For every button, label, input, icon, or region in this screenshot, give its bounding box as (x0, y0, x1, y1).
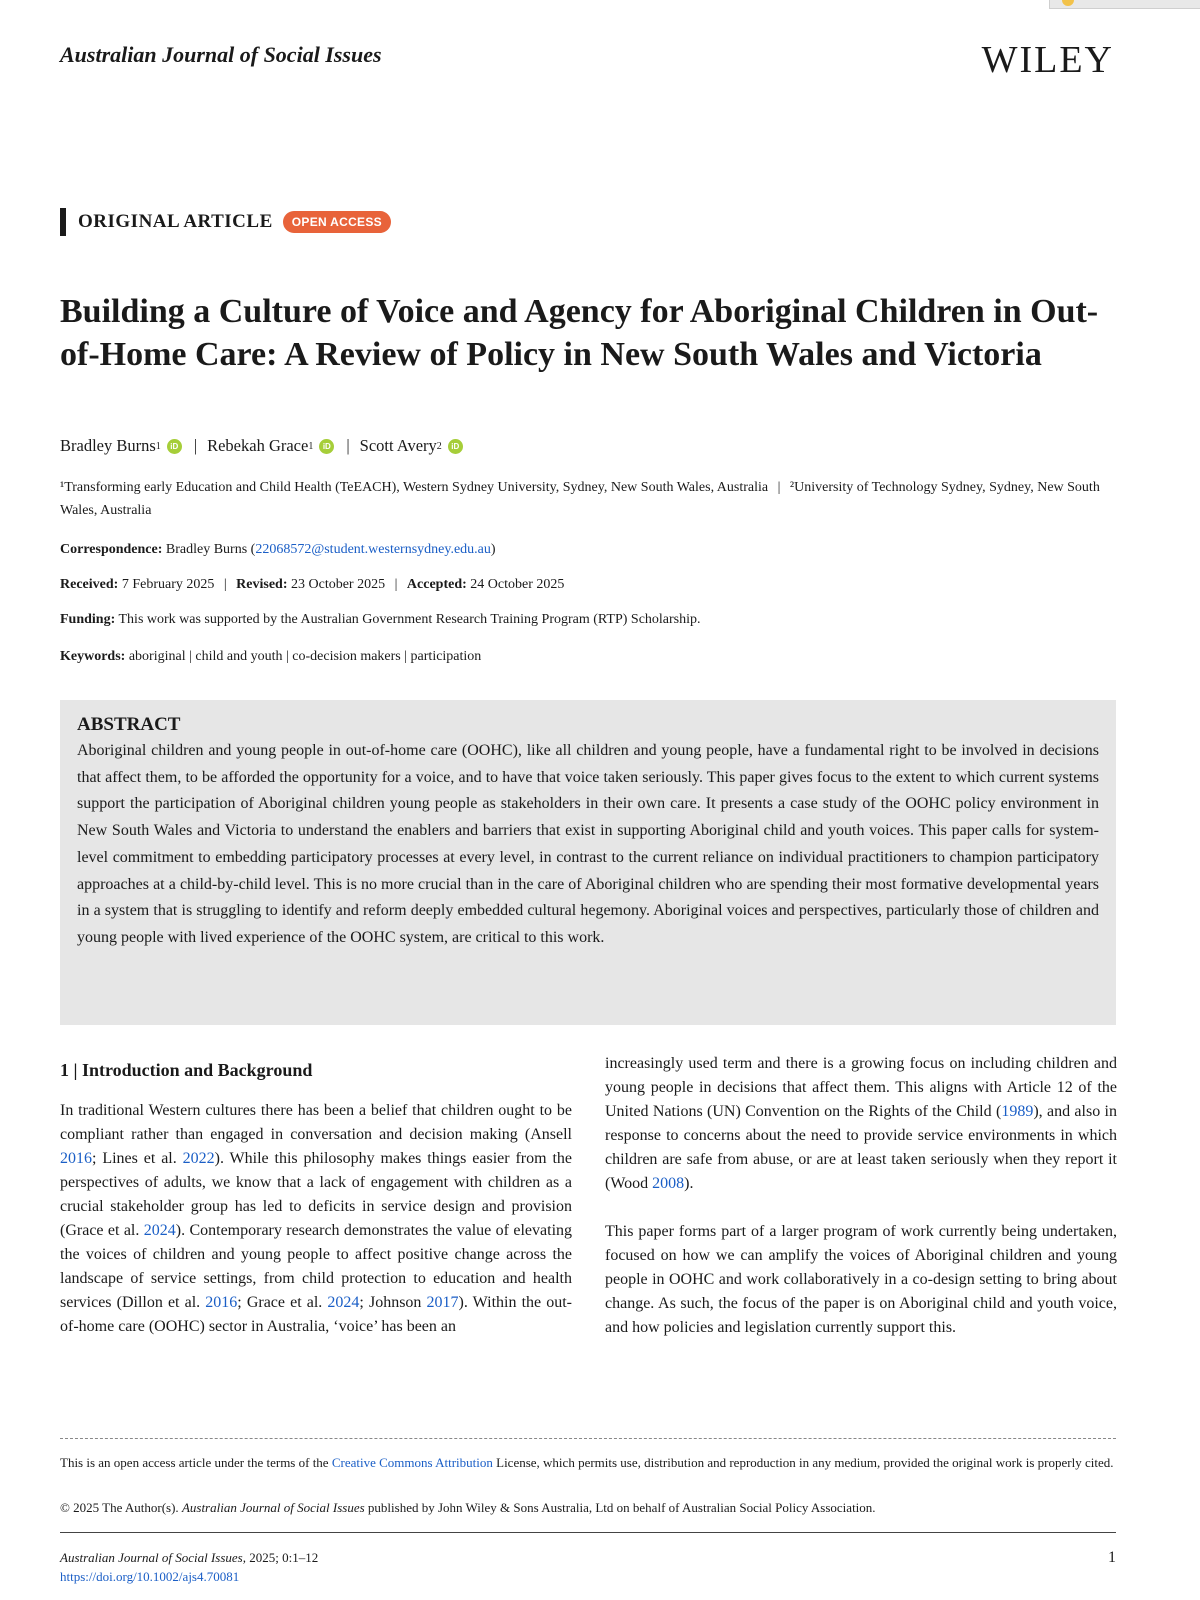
body-text: ). Contemporary research demonstrates the value of elevating the voices of children and young people to affect positive change across the landscape of service settings, from child protection to education and health services (Dillon et al. (60, 1222, 573, 1311)
body-text: ; Grace et al. (237, 1294, 328, 1311)
affiliations (60, 476, 1120, 522)
copyright-journal: Australian Journal of Social Issues (181, 1500, 365, 1515)
citation-link[interactable]: 2024 (143, 1222, 176, 1239)
author-separator: | (346, 436, 350, 455)
abstract-heading: ABSTRACT (77, 714, 181, 735)
body-text: ). (684, 1175, 694, 1192)
correspondence: Correspondence: Bradley Burns (22068572@student.westernsydney.edu.au) (60, 542, 496, 557)
article-dates (60, 577, 564, 593)
article-type-bar (60, 208, 66, 236)
keywords (60, 649, 481, 665)
doi-link[interactable]: https://doi.org/10.1002/ajs4.70081 (60, 1569, 240, 1584)
license-note (60, 1452, 1116, 1474)
author-separator: | (193, 436, 198, 455)
footer-volume: 2025; 0:1–12 (245, 1550, 319, 1565)
article-type-label: ORIGINAL ARTICLE (78, 211, 273, 232)
body-text: ). Within the out-of-home care (OOHC) sector in Australia, ‘voice’ has been an (60, 1294, 573, 1335)
funding-text: This work was supported by the Australian Government Research Training Program (RTP) Scholarship. (118, 612, 701, 627)
orcid-icon[interactable]: iD (448, 439, 463, 454)
author-name: Bradley Burns (60, 436, 156, 455)
article-type-row (60, 208, 391, 236)
license-text: This is an open access article under the terms of the (60, 1455, 332, 1470)
received-date: 7 February 2025 (121, 577, 215, 592)
citation-link[interactable]: 2022 (182, 1150, 215, 1167)
footer-divider-dashed (60, 1438, 1116, 1439)
author-affiliation-mark: 1 (155, 440, 161, 452)
body-paragraph (60, 1099, 572, 1339)
body-text: ), and also in response to concerns about the need to provide service environments in which children are safe from abuse, or are at least taken seriously when they report it (Wood (605, 1103, 1117, 1192)
correspondence-label: Correspondence: (60, 542, 163, 557)
copyright-note (60, 1497, 1116, 1519)
accepted-label: Accepted: (406, 577, 467, 592)
date-separator: | (394, 577, 398, 592)
author-list (60, 436, 473, 456)
correspondence-email-link[interactable]: 22068572@student.westernsydney.edu.au (255, 542, 491, 557)
body-text: increasingly used term and there is a growing focus on including children and young people in decisions that affect them. This aligns with Article 12 of the United Nations (UN) Convention on the Rights of the Child ( (605, 1055, 1117, 1120)
column-right (605, 1052, 1117, 1340)
license-text: License, which permits use, distribution and reproduction in any medium, provided the original work is properly cited. (492, 1455, 1114, 1470)
citation-link[interactable]: 2008 (652, 1175, 685, 1192)
journal-name: Australian Journal of Social Issues (60, 42, 382, 67)
body-paragraph: This paper forms part of a larger program of work currently being undertaken, focused on how we can amplify the voices of Aboriginal children and young people in OOHC and work collaboratively in a co-design setting to bring about change. As such, the focus of the paper is on Aboriginal child and youth voice, and how policies and legislation currently support this. (605, 1223, 1117, 1336)
accepted-date: 24 October 2025 (470, 577, 565, 592)
abstract-text: Aboriginal children and young people in out-of-home care (OOHC), like all children and young people, have a fundamental right to be involved in decisions that affect them, to be afforded the opportunity for a voice, and to have that voice taken seriously. This paper gives focus to the extent to which current systems support the participation of Aboriginal children young people as stakeholders in their own care. It presents a case study of the OOHC policy environment in New South Wales and Victoria to understand the enablers and barriers that exist in supporting Aboriginal child and youth voices. This paper calls for system-level commitment to embedding participatory processes at every level, in contrast to the current reliance on individual practitioners to champion participatory approaches at a child-by-child level. This is no more crucial than in the care of Aboriginal children who are spending their most formative developmental years in a system that is struggling to identify and reform deeply embedded cultural hegemony. Aboriginal voices and perspectives, particularly those of children and young people with lived experience of the OOHC system, are critical to this work. (77, 742, 1099, 946)
received-label: Received: (60, 577, 119, 592)
corner-widget[interactable] (1049, 0, 1200, 9)
citation-link[interactable]: 2016 (60, 1150, 92, 1167)
affiliation-2: ²University of Technology Sydney, Sydney, New South Wales, Australia (60, 480, 1100, 518)
citation-link[interactable]: 1989 (1001, 1103, 1034, 1120)
keywords-label: Keywords: (60, 649, 126, 664)
affiliation-1: ¹Transforming early Education and Child Health (TeEACH), Western Sydney University, Sydney, New South Wales, Australia (60, 480, 769, 495)
footer-journal: Australian Journal of Social Issues, (60, 1550, 246, 1565)
page-number: 1 (1108, 1549, 1116, 1566)
abstract-box (60, 700, 1116, 1025)
author-name: Scott Avery (359, 436, 437, 455)
author-affiliation-mark: 1 (308, 440, 314, 452)
footer-divider (60, 1532, 1116, 1533)
correspondence-name: Bradley Burns (165, 542, 248, 557)
body-paragraph (605, 1052, 1117, 1196)
creative-commons-link[interactable]: Creative Commons Attribution (331, 1455, 493, 1470)
column-left (60, 1060, 572, 1339)
citation-link[interactable]: 2016 (205, 1294, 238, 1311)
body-text: ; Johnson (359, 1294, 427, 1311)
revised-date: 23 October 2025 (291, 577, 386, 592)
copyright-text: published by John Wiley & Sons Australia, Ltd on behalf of Australian Social Policy Association. (364, 1500, 876, 1515)
funding (60, 612, 701, 628)
body-text: ). While this philosophy makes things easier from the perspectives of adults, we know that a lack of engagement with children as a crucial stakeholder group has led to deficits in service design and provision (Grace et al. (60, 1150, 572, 1239)
orcid-icon[interactable]: iD (167, 439, 182, 454)
open-access-badge: OPEN ACCESS (283, 211, 391, 233)
status-dot-icon (1062, 0, 1074, 6)
funding-label: Funding: (60, 612, 116, 627)
footer-citation (60, 1550, 318, 1566)
citation-link[interactable]: 2017 (426, 1294, 459, 1311)
copyright-text: © 2025 The Author(s). (60, 1500, 182, 1515)
article-title: Building a Culture of Voice and Agency for Aboriginal Children in Out-of-Home Care: A Review of Policy in New South Wales and Victoria (60, 293, 1099, 373)
revised-label: Revised: (236, 577, 288, 592)
publisher-logo: WILEY (981, 39, 1114, 81)
author-affiliation-mark: 2 (436, 440, 442, 452)
affiliation-separator: | (777, 480, 781, 495)
body-text: ; Lines et al. (92, 1150, 183, 1167)
section-heading: 1 | Introduction and Background (60, 1060, 313, 1080)
body-text: In traditional Western cultures there has been a belief that children ought to be compliant rather than engaged in conversation and decision making (Ansell (60, 1102, 572, 1143)
citation-link[interactable]: 2024 (327, 1294, 360, 1311)
orcid-icon[interactable]: iD (319, 439, 334, 454)
keywords-text: aboriginal | child and youth | co-decision makers | participation (128, 649, 482, 664)
date-separator: | (223, 577, 227, 592)
author-name: Rebekah Grace (207, 436, 309, 455)
